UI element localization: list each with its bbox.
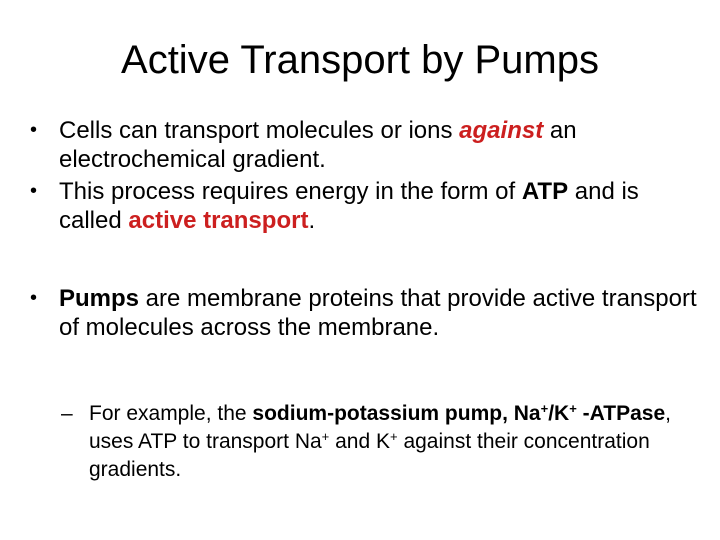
- bullet-list: [0, 116, 720, 484]
- emphasis-pumps: Pumps: [59, 285, 140, 312]
- bullet-text: This process requires energy in the form of: [59, 178, 522, 205]
- sub-bullet-text: against their concentration gradients.: [89, 430, 650, 481]
- bullet-item-energy-atp: [0, 177, 720, 235]
- emphasis-against: against: [459, 117, 544, 144]
- sub-bullet-text: , uses ATP to transport Na: [89, 402, 671, 453]
- pump-name-text: sodium-potassium pump, Na: [252, 402, 541, 425]
- slide-title: Active Transport by Pumps: [121, 38, 599, 82]
- bullet-text: are membrane proteins that provide active transport of molecules across the membrane.: [59, 285, 697, 341]
- sub-bullet-text: For example, the: [89, 402, 253, 425]
- pump-name-k: /K: [548, 402, 570, 425]
- bullet-text: an electrochemical gradient.: [59, 117, 577, 173]
- bullet-text: Cells can transport molecules or ions: [59, 117, 460, 144]
- sub-bullet-text: and K: [329, 430, 390, 453]
- sub-bullet-marker: –: [61, 402, 73, 425]
- superscript-plus: +: [569, 400, 577, 416]
- superscript-plus: +: [540, 400, 549, 416]
- sub-bullet-sodium-potassium-pump: [0, 400, 720, 484]
- emphasis-active-transport: active transport: [128, 207, 309, 234]
- bullet-text: .: [308, 207, 316, 234]
- bullet-item-against-gradient: [0, 116, 720, 174]
- bullet-marker: •: [30, 119, 38, 141]
- bullet-text: and is called: [59, 178, 639, 234]
- emphasis-atp: ATP: [521, 178, 569, 205]
- bullet-item-pumps: [0, 284, 720, 342]
- superscript-plus: +: [321, 428, 330, 444]
- bullet-marker: •: [30, 287, 38, 309]
- pump-name-atpase: -ATPase: [582, 402, 666, 425]
- superscript-plus: +: [390, 428, 398, 444]
- emphasis-pump-name: [252, 402, 665, 425]
- bullet-marker: •: [30, 180, 38, 202]
